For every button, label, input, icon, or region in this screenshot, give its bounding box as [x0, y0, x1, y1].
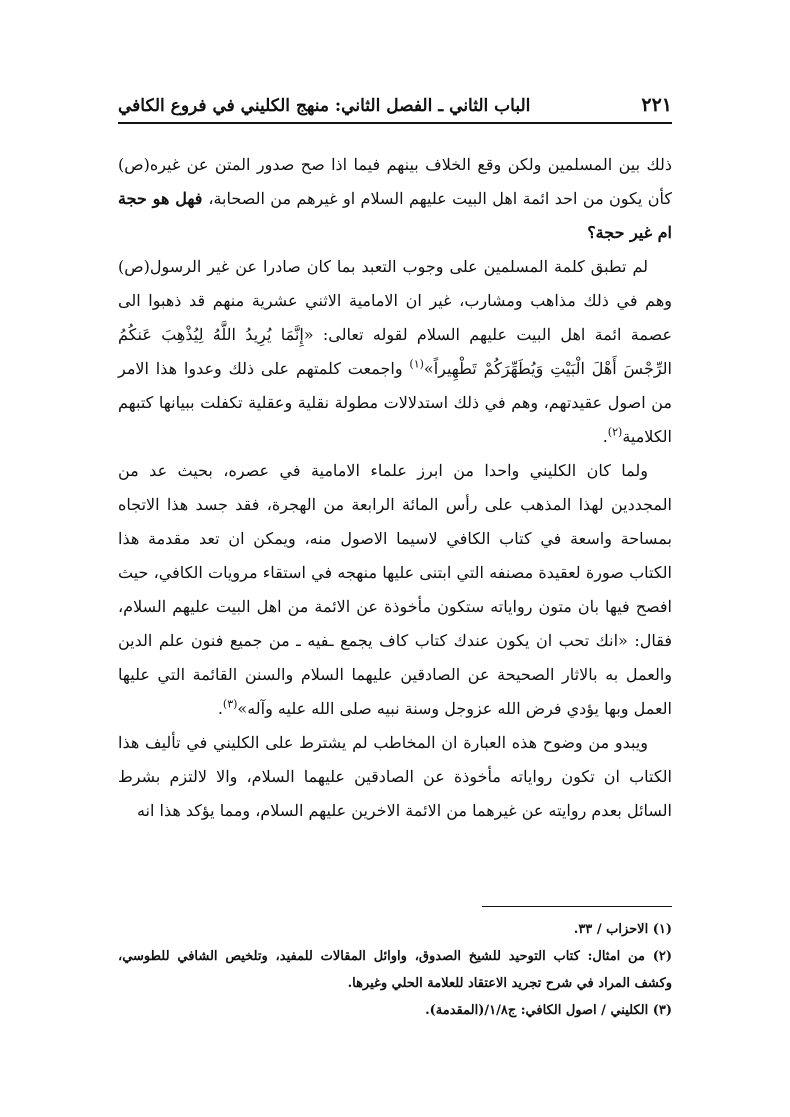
paragraph-1-bold: فهل هو حجة ام غير حجة؟ — [118, 189, 672, 242]
page-number: ٢٢١ — [641, 94, 672, 116]
footnote-1: (١) الاحزاب / ٣٣. — [573, 922, 672, 937]
running-header — [118, 86, 672, 116]
paragraph-2-text: لم تطبق كلمة المسلمين على وجوب التعبد بما كان صادرا عن غير الرسول(ص) وهم في ذلك مذاهب ومشارب، غير ان الامامية الاثني عشرية منهم قد ذهبوا الى عصمة ائمة اهل البيت عليهم السلام لقوله تعالى: «إِنَّمَا يُرِيدُ اللَّهُ لِيُذْهِبَ عَنكُمُ الرِّجْسَ أَهْلَ الْبَيْتِ وَيُطَهِّرَكُمْ تَطْهِيراً» — [118, 257, 672, 378]
header-rule — [118, 122, 672, 124]
body-text — [118, 148, 672, 828]
footnotes — [118, 916, 672, 1024]
paragraph-2-text-b: واجمعت كلمتهم على ذلك وعدوا هذا الامر من اصول عقيدتهم، وهم في ذلك استدلالات مطولة نقلية وعقلية تكفلت ببيانها كتبهم الكلامية — [118, 359, 672, 446]
paragraph-2-end: . — [602, 427, 608, 446]
paragraph-3 — [118, 454, 672, 726]
paragraph-4-text: ويبدو من وضوح هذه العبارة ان المخاطب لم يشترط على الكليني في تأليف هذا الكتاب ان تكون رواياته مأخوذة عن الصادقين عليهما السلام، والا لالتزم بشرط السائل بعدم روايته عن غيرهما من الائمة الاخرين عليهم السلام، ومما يؤكد هذا انه — [118, 733, 672, 820]
footnote-ref-1: (١) — [409, 357, 424, 371]
footnote-ref-2: (٢) — [607, 425, 623, 439]
header-title: الباب الثاني ـ الفصل الثاني: منهج الكليني في فروع الكافي — [118, 96, 531, 116]
footnote-2: (٢) من امثال: كتاب التوحيد للشيخ الصدوق، واوائل المقالات للمفيد، وتلخيص الشافي للطوسي، وكشف المراد في شرح تجريد الاعتقاد للعلامة الحلي وغيرها. — [118, 949, 672, 991]
footnote-ref-3: (٣) — [222, 697, 238, 711]
paragraph-1-text: ذلك بين المسلمين ولكن وقع الخلاف بينهم فيما اذا صح صدور المتن عن غيره(ص) كأن يكون من احد ائمة اهل البيت عليهم السلام او غيرهم من الصحابة، — [118, 155, 672, 208]
paragraph-3-end: . — [217, 699, 223, 718]
footnote-rule — [482, 906, 672, 907]
footnote-3: (٣) الكليني / اصول الكافي: ج١/٨/(المقدمة). — [425, 1003, 672, 1018]
paragraph-3-text: ولما كان الكليني واحدا من ابرز علماء الامامية في عصره، بحيث عد من المجددين لهذا المذهب على رأس المائة الرابعة من الهجرة، فقد جسد هذا الاتجاه بمساحة واسعة في كتاب الكافي لاسيما الاصول منه، ويمكن ان تعد مقدمة هذا الكتاب صورة لعقيدة مصنفه التي ابتنى عليها منهجه في استقاء مرويات الكافي، حيث افصح فيها بان متون رواياته ستكون مأخوذة عن الائمة من اهل البيت عليهم السلام، فقال: «انك تحب ان يكون عندك كتاب كاف يجمع ـفيه ـ من جميع فنون علم الدين والعمل به بالاثار الصحيحة عن الصادقين عليهما السلام والسنن القائمة التي عليها العمل وبها يؤدي فرض الله عزوجل وسنة نبيه صلى الله عليه وآله» — [118, 461, 672, 718]
paragraph-4 — [118, 726, 672, 828]
paragraph-1 — [118, 148, 672, 250]
paragraph-2 — [118, 250, 672, 454]
